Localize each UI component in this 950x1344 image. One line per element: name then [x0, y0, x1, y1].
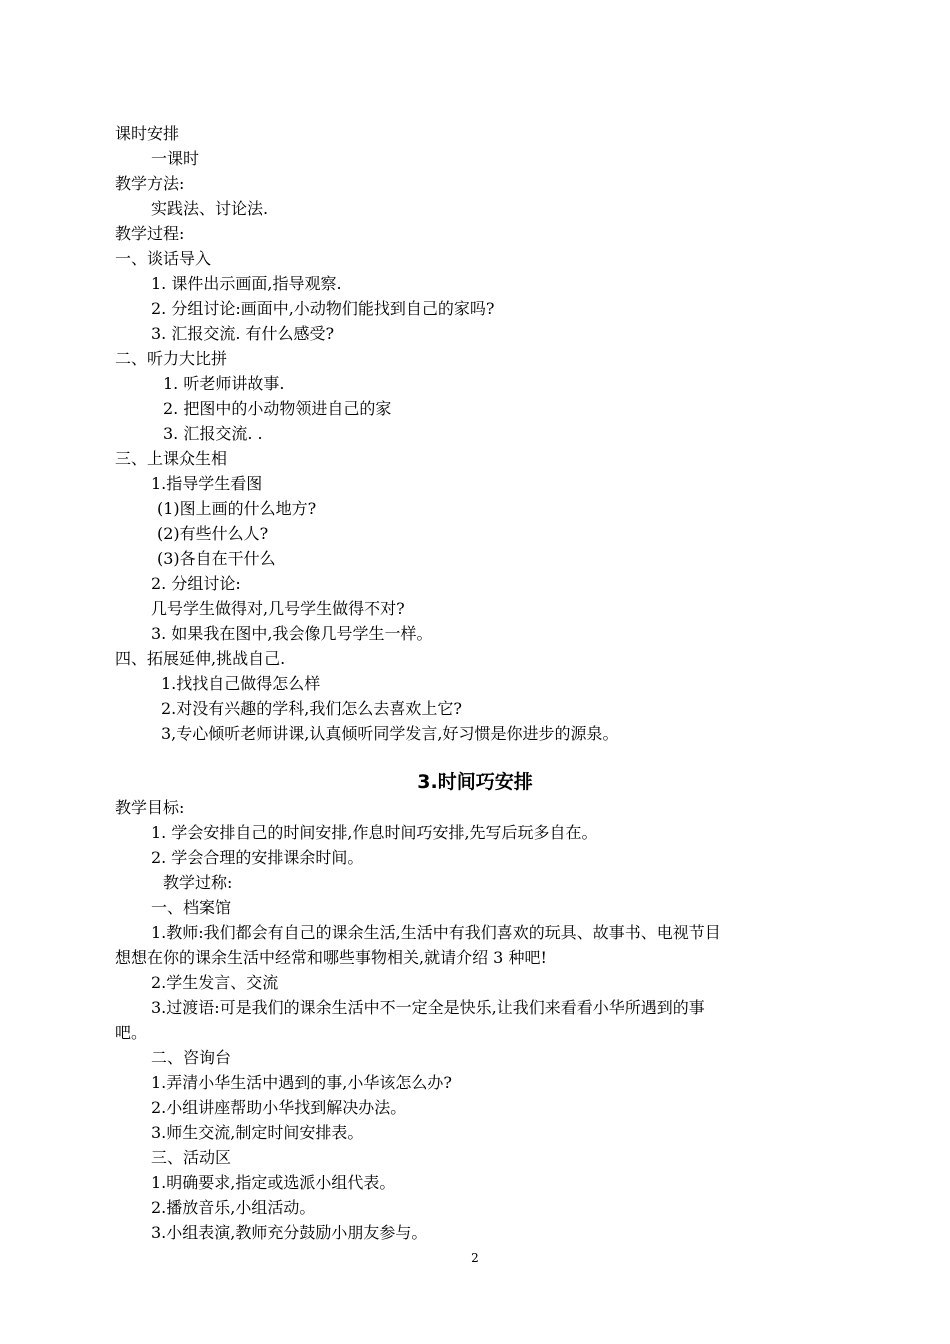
list-item: 2.学生发言、交流	[151, 973, 279, 992]
list-item: 1.弄清小华生活中遇到的事,小华该怎么办?	[151, 1073, 452, 1092]
list-item: 1. 课件出示画面,指导观察.	[151, 274, 342, 293]
paragraph-line: 3.过渡语:可是我们的课余生活中不一定全是快乐,让我们来看看小华所遇到的事	[151, 998, 705, 1017]
text-line: 几号学生做得对,几号学生做得不对?	[151, 599, 405, 618]
list-item: 2.播放音乐,小组活动。	[151, 1198, 316, 1217]
list-item: 2.对没有兴趣的学科,我们怎么去喜欢上它?	[161, 699, 462, 718]
list-item: 2. 分组讨论:画面中,小动物们能找到自己的家吗?	[151, 299, 495, 318]
list-item: 1.指导学生看图	[151, 474, 263, 493]
list-item: 1.明确要求,指定或选派小组代表。	[151, 1173, 396, 1192]
heading-class-hours: 课时安排	[115, 124, 180, 143]
list-item: (2)有些什么人?	[157, 524, 269, 543]
section-heading: 三、活动区	[151, 1148, 232, 1167]
list-item: 3. 汇报交流. 有什么感受?	[151, 324, 335, 343]
list-item: 3. 汇报交流. .	[163, 424, 263, 443]
heading-teaching-goals: 教学目标:	[115, 798, 185, 817]
paragraph-line: 想想在你的课余生活中经常和哪些事物相关,就请介绍 3 种吧!	[115, 948, 547, 967]
text-line: 实践法、讨论法.	[151, 199, 269, 218]
section-heading: 二、听力大比拼	[115, 349, 228, 368]
section-heading: 二、咨询台	[151, 1048, 232, 1067]
list-item: 2. 分组讨论:	[151, 574, 241, 593]
heading-teaching-method: 教学方法:	[115, 174, 185, 193]
section-heading: 一、档案馆	[151, 898, 232, 917]
list-item: (3)各自在干什么	[157, 549, 276, 568]
list-item: 3.师生交流,制定时间安排表。	[151, 1123, 364, 1142]
section-heading: 四、拓展延伸,挑战自己.	[115, 649, 286, 668]
list-item: 1. 学会安排自己的时间安排,作息时间巧安排,先写后玩多自在。	[151, 823, 598, 842]
list-item: 3. 如果我在图中,我会像几号学生一样。	[151, 624, 433, 643]
list-item: 2. 学会合理的安排课余时间。	[151, 848, 364, 867]
text-line: 一课时	[151, 149, 200, 168]
heading-teaching-process: 教学过程:	[115, 224, 185, 243]
paragraph-line: 1.教师:我们都会有自己的课余生活,生活中有我们喜欢的玩具、故事书、电视节目	[151, 923, 721, 942]
section-heading: 三、上课众生相	[115, 449, 228, 468]
section-heading: 一、谈话导入	[115, 249, 212, 268]
page-number: 2	[471, 1251, 479, 1265]
list-item: 1. 听老师讲故事.	[163, 374, 285, 393]
list-item: 3,专心倾听老师讲课,认真倾听同学发言,好习惯是你进步的源泉。	[161, 724, 619, 743]
list-item: 2.小组讲座帮助小华找到解决办法。	[151, 1098, 407, 1117]
paragraph-line: 吧。	[115, 1023, 148, 1042]
list-item: (1)图上画的什么地方?	[157, 499, 317, 518]
lesson-title: 3.时间巧安排	[417, 771, 533, 793]
heading-teaching-process: 教学过称:	[163, 873, 233, 892]
list-item: 1.找找自己做得怎么样	[161, 674, 321, 693]
list-item: 3.小组表演,教师充分鼓励小朋友参与。	[151, 1223, 428, 1242]
list-item: 2. 把图中的小动物领进自己的家	[163, 399, 392, 418]
